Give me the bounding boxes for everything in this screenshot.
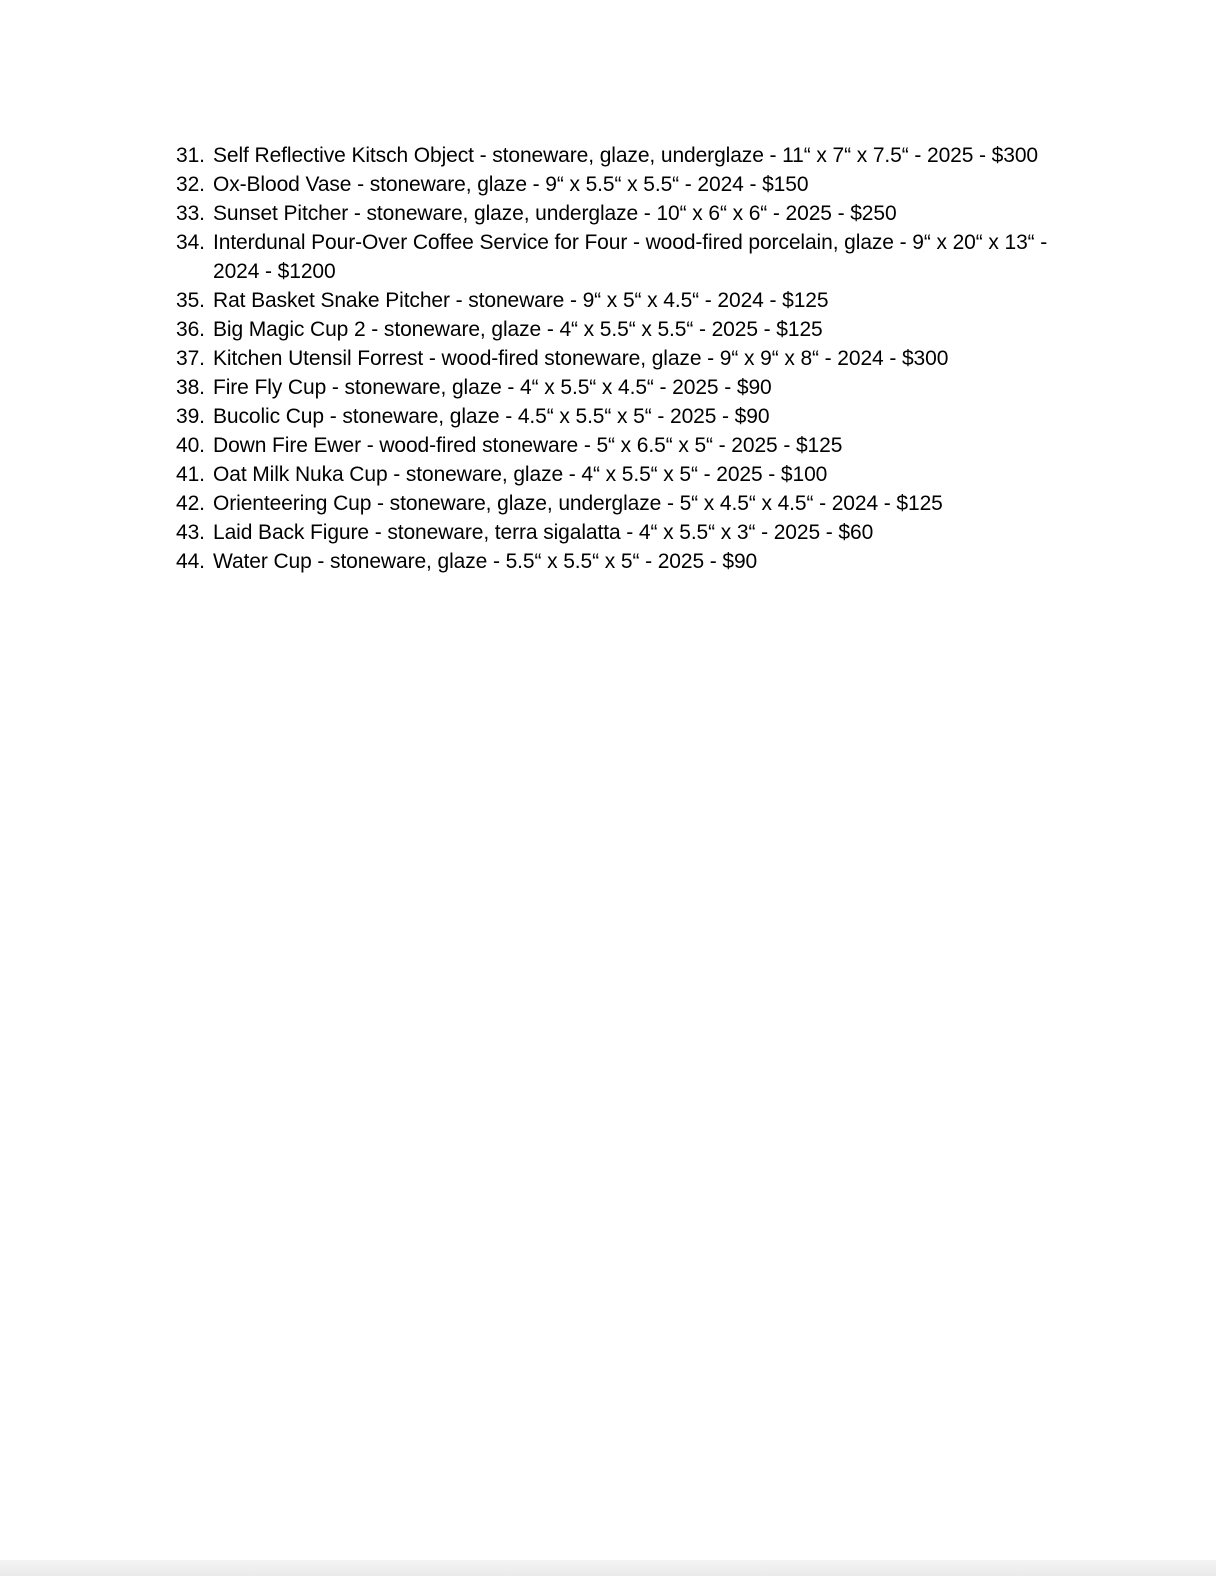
list-item	[176, 547, 1056, 576]
item-number: 39.	[176, 405, 205, 428]
item-number: 42.	[176, 492, 205, 515]
artwork-list	[176, 141, 1056, 576]
viewer-bottom-edge	[0, 1560, 1216, 1576]
item-number: 32.	[176, 173, 205, 196]
item-text: Laid Back Figure - stoneware, terra sigalatta - 4“ x 5.5“ x 3“ - 2025 - $60	[213, 521, 874, 544]
list-item	[176, 489, 1056, 518]
item-number: 38.	[176, 376, 205, 399]
item-text: Water Cup - stoneware, glaze - 5.5“ x 5.5“ x 5“ - 2025 - $90	[213, 550, 758, 573]
item-number: 36.	[176, 318, 205, 341]
list-item	[176, 373, 1056, 402]
item-text: Rat Basket Snake Pitcher - stoneware - 9“ x 5“ x 4.5“ - 2024 - $125	[213, 289, 829, 312]
item-text: Orienteering Cup - stoneware, glaze, underglaze - 5“ x 4.5“ x 4.5“ - 2024 - $125	[213, 492, 943, 515]
list-item	[176, 460, 1056, 489]
item-text: Interdunal Pour-Over Coffee Service for Four - wood-fired porcelain, glaze - 9“ x 20“ x 13“ - 2024 - $1200	[213, 231, 1048, 283]
item-text: Self Reflective Kitsch Object - stoneware, glaze, underglaze - 11“ x 7“ x 7.5“ - 2025 - $300	[213, 144, 1038, 167]
list-item	[176, 170, 1056, 199]
item-text: Down Fire Ewer - wood-fired stoneware - 5“ x 6.5“ x 5“ - 2025 - $125	[213, 434, 843, 457]
item-number: 40.	[176, 434, 205, 457]
list-item	[176, 199, 1056, 228]
item-number: 43.	[176, 521, 205, 544]
item-number: 33.	[176, 202, 205, 225]
item-number: 41.	[176, 463, 205, 486]
item-number: 31.	[176, 144, 205, 167]
item-number: 34.	[176, 231, 205, 254]
item-text: Oat Milk Nuka Cup - stoneware, glaze - 4“ x 5.5“ x 5“ - 2025 - $100	[213, 463, 828, 486]
item-number: 44.	[176, 550, 205, 573]
item-text: Ox-Blood Vase - stoneware, glaze - 9“ x 5.5“ x 5.5“ - 2024 - $150	[213, 173, 809, 196]
item-number: 37.	[176, 347, 205, 370]
item-text: Kitchen Utensil Forrest - wood-fired stoneware, glaze - 9“ x 9“ x 8“ - 2024 - $300	[213, 347, 949, 370]
item-text: Sunset Pitcher - stoneware, glaze, underglaze - 10“ x 6“ x 6“ - 2025 - $250	[213, 202, 897, 225]
list-item	[176, 141, 1056, 170]
list-item	[176, 286, 1056, 315]
list-item	[176, 518, 1056, 547]
list-item	[176, 344, 1056, 373]
item-text: Big Magic Cup 2 - stoneware, glaze - 4“ x 5.5“ x 5.5“ - 2025 - $125	[213, 318, 823, 341]
item-text: Bucolic Cup - stoneware, glaze - 4.5“ x 5.5“ x 5“ - 2025 - $90	[213, 405, 770, 428]
list-item	[176, 431, 1056, 460]
list-item	[176, 228, 1056, 286]
list-item	[176, 315, 1056, 344]
item-text: Fire Fly Cup - stoneware, glaze - 4“ x 5.5“ x 4.5“ - 2025 - $90	[213, 376, 772, 399]
list-item	[176, 402, 1056, 431]
item-number: 35.	[176, 289, 205, 312]
